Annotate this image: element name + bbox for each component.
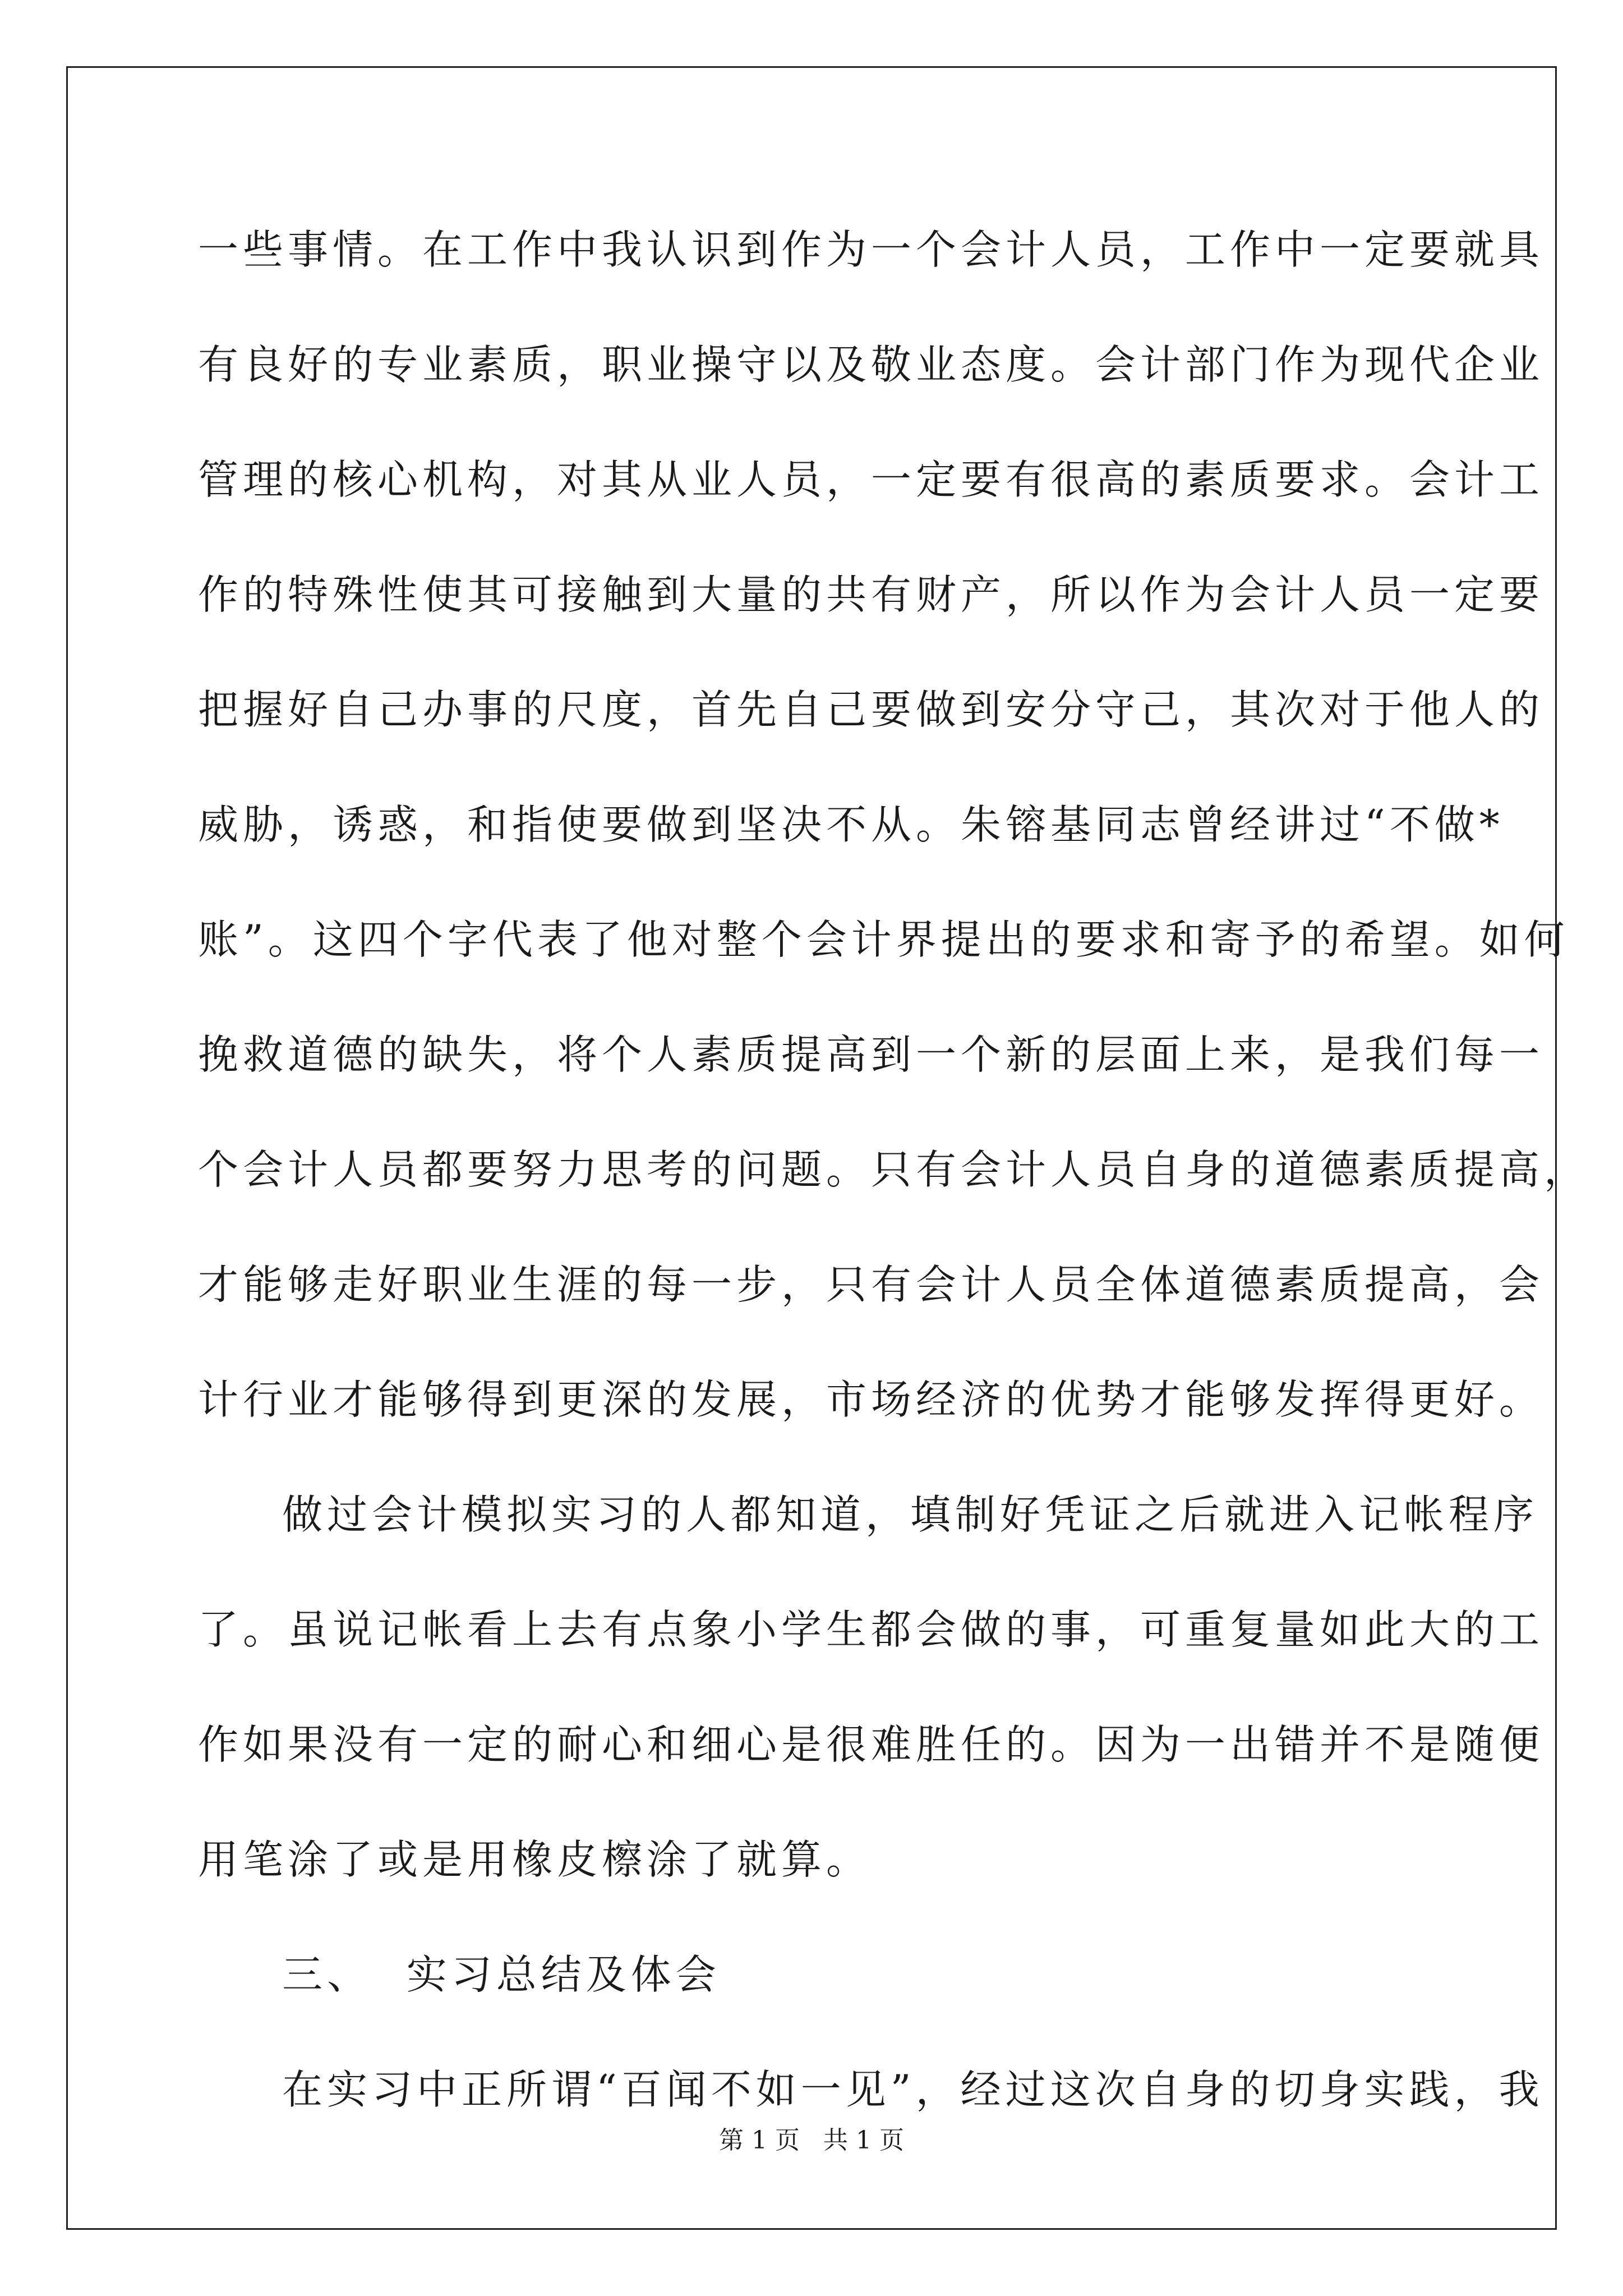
page-number-footer: 第 1 页 共 1 页 (719, 2126, 904, 2155)
text-line: 用笔涂了或是用橡皮檫涂了就算。 (198, 1836, 872, 1883)
document-body (198, 216, 1589, 2171)
text-line: 一些事情。在工作中我认识到作为一个会计人员，工作中一定要就具 (198, 226, 1544, 273)
paragraph-start-line: 在实习中正所谓“百闻不如一见”，经过这次自身的切身实践，我 (282, 2066, 1544, 2113)
text-line: 了。虽说记帐看上去有点象小学生都会做的事，可重复量如此大的工 (198, 1606, 1544, 1653)
text-line: 把握好自己办事的尺度，首先自己要做到安分守己，其次对于他人的 (198, 686, 1544, 733)
text-line: 才能够走好职业生涯的每一步，只有会计人员全体道德素质提高，会 (198, 1261, 1544, 1308)
text-line: 作如果没有一定的耐心和细心是很难胜任的。因为一出错并不是随便 (198, 1721, 1544, 1768)
text-line: 管理的核心机构，对其从业人员，一定要有很高的素质要求。会计工 (198, 456, 1544, 503)
paragraph-start-line: 做过会计模拟实习的人都知道，填制好凭证之后就进入记帐程序 (282, 1491, 1539, 1538)
text-line: 账”。这四个字代表了他对整个会计界提出的要求和寄予的希望。如何 (198, 916, 1569, 963)
text-line: 有良好的专业素质，职业操守以及敬业态度。会计部门作为现代企业 (198, 341, 1544, 388)
text-line: 计行业才能够得到更深的发展，市场经济的优势才能够发挥得更好。 (198, 1376, 1544, 1423)
text-line: 挽救道德的缺失，将个人素质提高到一个新的层面上来，是我们每一 (198, 1031, 1544, 1078)
text-line: 个会计人员都要努力思考的问题。只有会计人员自身的道德素质提高， (198, 1146, 1589, 1193)
text-line: 作的特殊性使其可接触到大量的共有财产，所以作为会计人员一定要 (198, 571, 1544, 618)
section-heading: 三、 实习总结及体会 (282, 1951, 721, 1998)
text-line: 威胁，诱惑，和指使要做到坚决不从。朱镕基同志曾经讲过“不做* (198, 801, 1504, 848)
